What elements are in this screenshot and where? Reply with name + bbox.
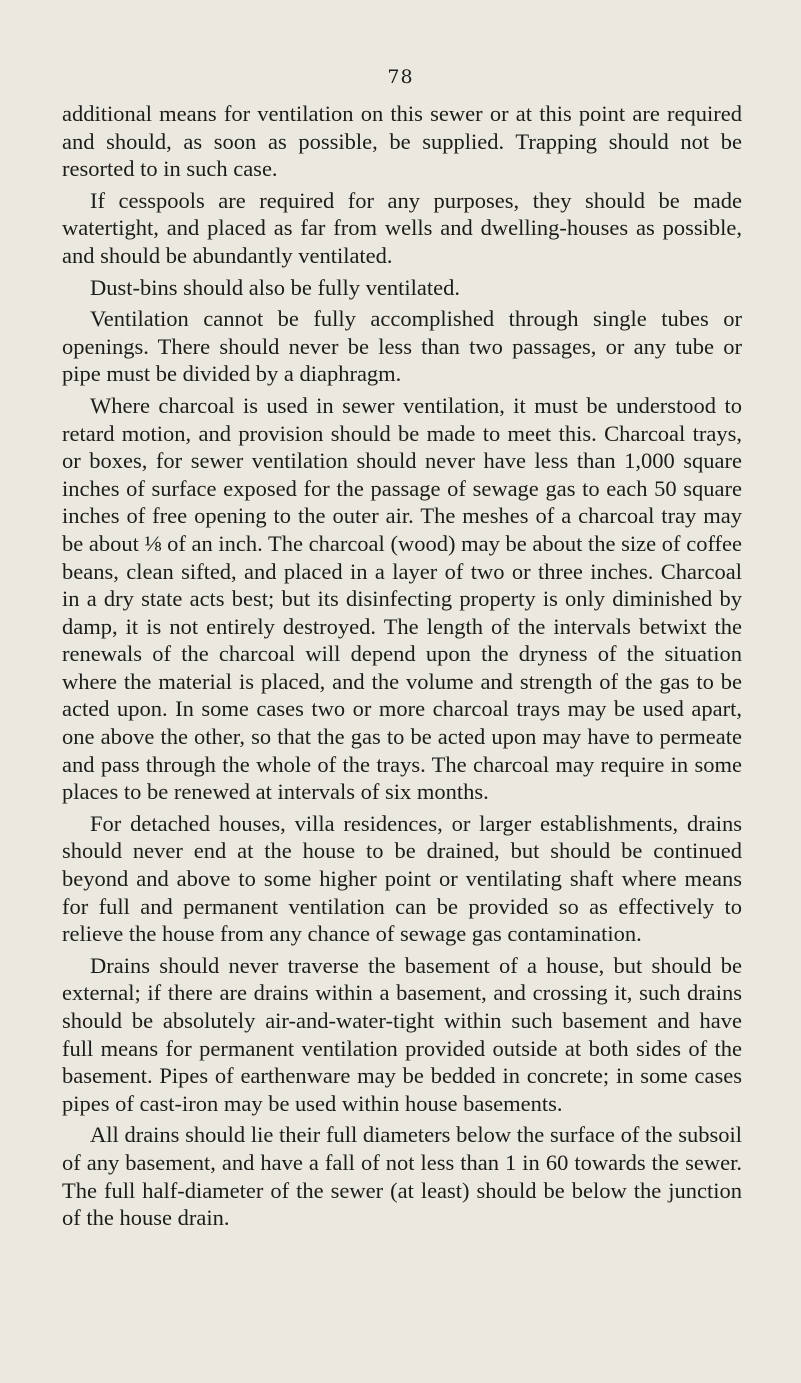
paragraph-basement-drains: Drains should never traverse the basement of a house, but should be external; if there are drains within a basement, and crossing it, such drains should be absolutely air-and-water-tight within such basement and have full means for permanent ventilation provided outside at both sides of the basement. Pipes of earthenware may be bedded in concrete; in some cases pipes of cast-iron may be used within house basements. — [62, 952, 742, 1116]
paragraph-continued: additional means for ventilation on this sewer or at this point are required and should, as soon as possible, be supplied. Trapping should not be resorted to in such case. — [62, 101, 742, 182]
paragraph-detached-houses: For detached houses, villa residences, or larger establishments, drains should never end at the house to be drained, but should be continued beyond and above to some higher point or ventilating shaft where means for full and permanent ventilation can be provided so as effectively to relieve the house from any chance of sewage gas contamination. — [62, 810, 742, 947]
paragraph-ventilation: Ventilation cannot be fully accomplished through single tubes or openings. There should never be less than two passages, or any tube or pipe must be divided by a diaphragm. — [62, 306, 742, 387]
paragraph-drain-fall: All drains should lie their full diameters below the surface of the subsoil of any basement, and have a fall of not less than 1 in 60 towards the sewer. The full half-diameter of the sewer (at least) should be below the junction of the house drain. — [62, 1122, 742, 1231]
body-text — [62, 100, 742, 1236]
page-number: 78 — [387, 66, 414, 88]
paragraph-cesspools: If cesspools are required for any purposes, they should be made watertight, and placed as far from wells and dwelling-houses as possible, and should be abundantly ventilated. — [62, 187, 742, 268]
paragraph-dust-bins: Dust-bins should also be fully ventilated. — [90, 274, 460, 300]
paragraph-charcoal: Where charcoal is used in sewer ventilation, it must be understood to retard motion, and provision should be made to meet this. Charcoal trays, or boxes, for sewer ventilation should never have less than 1,000 square inches of surface exposed for the passage of sewage gas to each 50 square inches of free opening to the outer air. The meshes of a charcoal tray may be about ⅛ of an inch. The charcoal (wood) may be about the size of coffee beans, clean sifted, and placed in a layer of two or three inches. Charcoal in a dry state acts best; but its disinfecting property is only diminished by damp, it is not entirely destroyed. The length of the intervals betwixt the renewals of the charcoal will depend upon the dryness of the situation where the material is placed, and the volume and strength of the gas to be acted upon. In some cases two or more charcoal trays may be used apart, one above the other, so that the gas to be acted upon may have to permeate and pass through the whole of the trays. The charcoal may require in some places to be renewed at intervals of six months. — [62, 392, 742, 805]
